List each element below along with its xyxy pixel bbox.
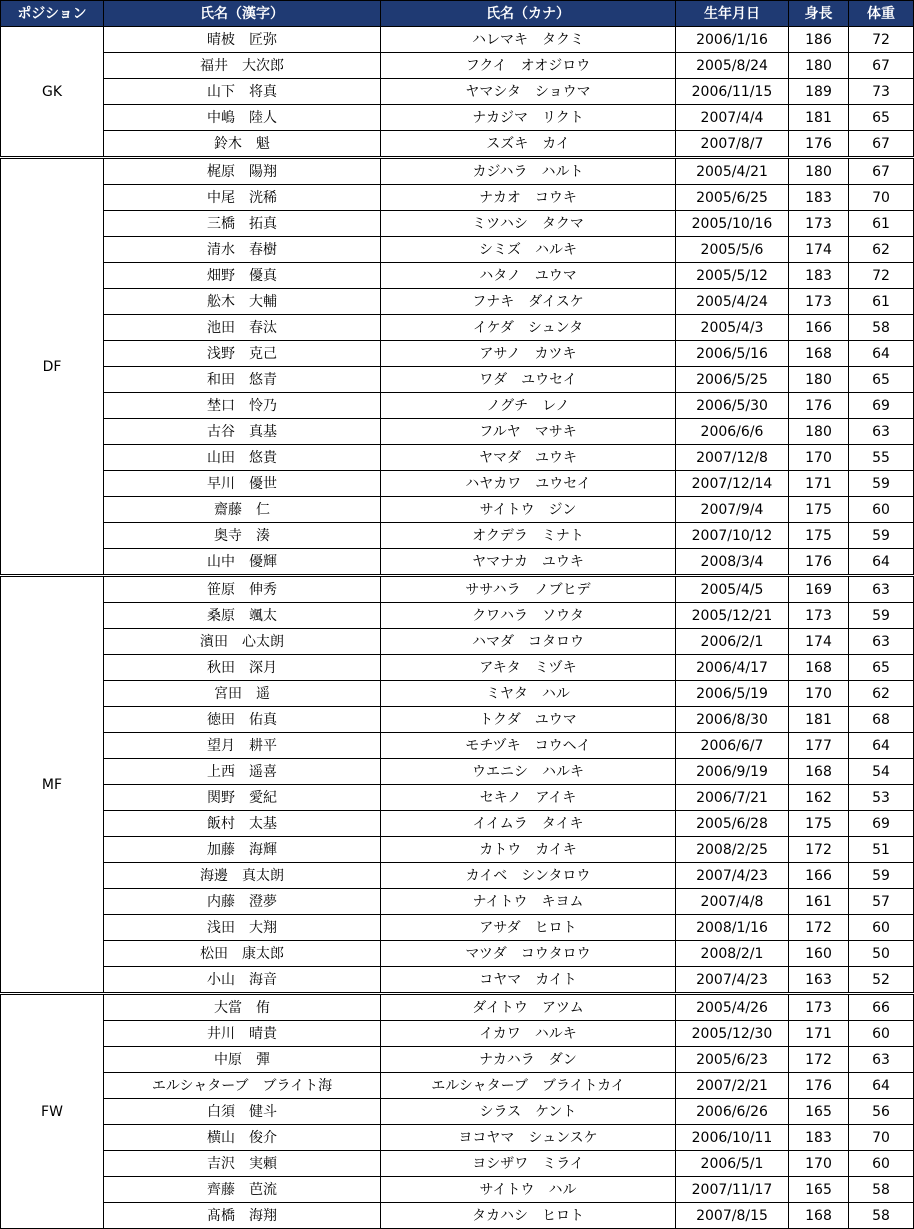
table-row: [1, 523, 914, 549]
birthdate-cell: 2006/6/26: [676, 1099, 789, 1125]
height-cell: 176: [789, 549, 849, 576]
height-cell: 183: [789, 185, 849, 211]
name-kana-cell: シミズ ハルキ: [381, 237, 676, 263]
height-cell: 168: [789, 655, 849, 681]
weight-cell: 67: [849, 53, 914, 79]
weight-cell: 59: [849, 863, 914, 889]
height-cell: 162: [789, 785, 849, 811]
birthdate-cell: 2007/4/8: [676, 889, 789, 915]
name-kanji-cell: 中原 彈: [104, 1047, 381, 1073]
weight-cell: 58: [849, 1203, 914, 1229]
table-row: [1, 603, 914, 629]
birthdate-cell: 2005/5/12: [676, 263, 789, 289]
table-row: [1, 759, 914, 785]
table-row: [1, 158, 914, 185]
height-cell: 163: [789, 967, 849, 994]
name-kana-cell: フナキ ダイスケ: [381, 289, 676, 315]
height-cell: 165: [789, 1177, 849, 1203]
name-kana-cell: ヤマシタ ショウマ: [381, 79, 676, 105]
name-kana-cell: ノグチ レノ: [381, 393, 676, 419]
position-cell: FW: [1, 994, 104, 1229]
table-row: [1, 837, 914, 863]
birthdate-cell: 2007/12/8: [676, 445, 789, 471]
height-cell: 183: [789, 263, 849, 289]
weight-cell: 64: [849, 341, 914, 367]
table-row: [1, 681, 914, 707]
weight-cell: 64: [849, 1073, 914, 1099]
table-row: [1, 1151, 914, 1177]
name-kana-cell: カジハラ ハルト: [381, 158, 676, 185]
table-row: [1, 211, 914, 237]
name-kanji-cell: 浅野 克己: [104, 341, 381, 367]
height-cell: 161: [789, 889, 849, 915]
height-cell: 172: [789, 915, 849, 941]
name-kanji-cell: 白須 健斗: [104, 1099, 381, 1125]
birthdate-cell: 2006/5/16: [676, 341, 789, 367]
height-cell: 186: [789, 27, 849, 53]
name-kana-cell: ハタノ ユウマ: [381, 263, 676, 289]
name-kana-cell: ヨコヤマ シュンスケ: [381, 1125, 676, 1151]
weight-cell: 62: [849, 681, 914, 707]
birthdate-cell: 2007/9/4: [676, 497, 789, 523]
name-kanji-cell: 髙橋 海翔: [104, 1203, 381, 1229]
height-cell: 183: [789, 1125, 849, 1151]
name-kanji-cell: 山中 優輝: [104, 549, 381, 576]
table-row: [1, 497, 914, 523]
height-cell: 174: [789, 629, 849, 655]
height-cell: 173: [789, 211, 849, 237]
birthdate-cell: 2007/8/7: [676, 131, 789, 158]
name-kanji-cell: 井川 晴貴: [104, 1021, 381, 1047]
height-cell: 180: [789, 367, 849, 393]
weight-cell: 53: [849, 785, 914, 811]
name-kana-cell: ヨシザワ ミライ: [381, 1151, 676, 1177]
table-row: [1, 367, 914, 393]
table-row: [1, 811, 914, 837]
height-cell: 180: [789, 158, 849, 185]
table-row: [1, 1125, 914, 1151]
name-kana-cell: ハレマキ タクミ: [381, 27, 676, 53]
table-row: [1, 967, 914, 994]
table-row: [1, 289, 914, 315]
name-kana-cell: スズキ カイ: [381, 131, 676, 158]
name-kanji-cell: 山下 将真: [104, 79, 381, 105]
height-cell: 168: [789, 341, 849, 367]
table-row: [1, 941, 914, 967]
weight-cell: 61: [849, 211, 914, 237]
height-cell: 173: [789, 289, 849, 315]
height-cell: 166: [789, 863, 849, 889]
table-row: [1, 733, 914, 759]
name-kanji-cell: 加藤 海輝: [104, 837, 381, 863]
height-cell: 168: [789, 1203, 849, 1229]
height-cell: 172: [789, 1047, 849, 1073]
weight-cell: 57: [849, 889, 914, 915]
header-row: [1, 1, 914, 27]
name-kanji-cell: 浅田 大翔: [104, 915, 381, 941]
weight-cell: 64: [849, 733, 914, 759]
height-cell: 173: [789, 603, 849, 629]
birthdate-cell: 2008/2/25: [676, 837, 789, 863]
weight-cell: 54: [849, 759, 914, 785]
name-kana-cell: イケダ シュンタ: [381, 315, 676, 341]
name-kana-cell: ミヤタ ハル: [381, 681, 676, 707]
weight-cell: 59: [849, 603, 914, 629]
height-cell: 176: [789, 1073, 849, 1099]
height-cell: 171: [789, 471, 849, 497]
birthdate-cell: 2006/4/17: [676, 655, 789, 681]
name-kana-cell: ササハラ ノブヒデ: [381, 576, 676, 603]
weight-cell: 60: [849, 1151, 914, 1177]
header-weight: 体重: [849, 1, 914, 27]
birthdate-cell: 2007/8/15: [676, 1203, 789, 1229]
table-row: [1, 1047, 914, 1073]
weight-cell: 72: [849, 263, 914, 289]
height-cell: 175: [789, 811, 849, 837]
name-kanji-cell: 晴柀 匠弥: [104, 27, 381, 53]
name-kana-cell: オクデラ ミナト: [381, 523, 676, 549]
weight-cell: 58: [849, 315, 914, 341]
name-kana-cell: イイムラ タイキ: [381, 811, 676, 837]
header-name-kanji: 氏名（漢字）: [104, 1, 381, 27]
height-cell: 181: [789, 105, 849, 131]
table-row: [1, 393, 914, 419]
birthdate-cell: 2006/2/1: [676, 629, 789, 655]
name-kanji-cell: 山田 悠貴: [104, 445, 381, 471]
table-row: [1, 655, 914, 681]
table-row: [1, 1021, 914, 1047]
birthdate-cell: 2007/11/17: [676, 1177, 789, 1203]
name-kanji-cell: 濱田 心太朗: [104, 629, 381, 655]
birthdate-cell: 2007/4/23: [676, 863, 789, 889]
height-cell: 180: [789, 53, 849, 79]
weight-cell: 62: [849, 237, 914, 263]
birthdate-cell: 2007/4/4: [676, 105, 789, 131]
name-kana-cell: マツダ コウタロウ: [381, 941, 676, 967]
name-kana-cell: ダイトウ アツム: [381, 994, 676, 1021]
table-row: [1, 185, 914, 211]
weight-cell: 66: [849, 994, 914, 1021]
name-kana-cell: トクダ ユウマ: [381, 707, 676, 733]
weight-cell: 65: [849, 367, 914, 393]
name-kana-cell: ウエニシ ハルキ: [381, 759, 676, 785]
birthdate-cell: 2008/1/16: [676, 915, 789, 941]
name-kanji-cell: 古谷 真基: [104, 419, 381, 445]
position-cell: DF: [1, 158, 104, 576]
name-kanji-cell: 中尾 洸稀: [104, 185, 381, 211]
name-kanji-cell: 徳田 佑真: [104, 707, 381, 733]
table-row: [1, 131, 914, 158]
table-row: [1, 785, 914, 811]
weight-cell: 58: [849, 1177, 914, 1203]
weight-cell: 52: [849, 967, 914, 994]
name-kana-cell: ハマダ コタロウ: [381, 629, 676, 655]
weight-cell: 67: [849, 131, 914, 158]
name-kanji-cell: 海邊 真太朗: [104, 863, 381, 889]
position-cell: GK: [1, 27, 104, 158]
table-row: [1, 53, 914, 79]
birthdate-cell: 2006/5/1: [676, 1151, 789, 1177]
name-kana-cell: サイトウ ハル: [381, 1177, 676, 1203]
birthdate-cell: 2007/4/23: [676, 967, 789, 994]
table-row: [1, 445, 914, 471]
birthdate-cell: 2005/10/16: [676, 211, 789, 237]
weight-cell: 64: [849, 549, 914, 576]
height-cell: 169: [789, 576, 849, 603]
name-kana-cell: フルヤ マサキ: [381, 419, 676, 445]
name-kanji-cell: 福井 大次郎: [104, 53, 381, 79]
name-kana-cell: セキノ アイキ: [381, 785, 676, 811]
height-cell: 170: [789, 681, 849, 707]
name-kanji-cell: 早川 優世: [104, 471, 381, 497]
birthdate-cell: 2005/4/24: [676, 289, 789, 315]
roster-body: [1, 27, 914, 1229]
name-kanji-cell: 秋田 深月: [104, 655, 381, 681]
weight-cell: 65: [849, 655, 914, 681]
weight-cell: 61: [849, 289, 914, 315]
name-kana-cell: クワハラ ソウタ: [381, 603, 676, 629]
name-kana-cell: フクイ オオジロウ: [381, 53, 676, 79]
weight-cell: 60: [849, 1021, 914, 1047]
height-cell: 168: [789, 759, 849, 785]
header-position: ポジション: [1, 1, 104, 27]
weight-cell: 50: [849, 941, 914, 967]
name-kanji-cell: 梶原 陽翔: [104, 158, 381, 185]
header-birthdate: 生年月日: [676, 1, 789, 27]
table-row: [1, 471, 914, 497]
height-cell: 176: [789, 393, 849, 419]
name-kanji-cell: 鈴木 魁: [104, 131, 381, 158]
weight-cell: 63: [849, 419, 914, 445]
table-row: [1, 263, 914, 289]
height-cell: 166: [789, 315, 849, 341]
birthdate-cell: 2005/5/6: [676, 237, 789, 263]
table-row: [1, 994, 914, 1021]
name-kana-cell: シラス ケント: [381, 1099, 676, 1125]
name-kanji-cell: 三橋 拓真: [104, 211, 381, 237]
name-kana-cell: ミツハシ タクマ: [381, 211, 676, 237]
birthdate-cell: 2006/9/19: [676, 759, 789, 785]
name-kanji-cell: 埜口 怜乃: [104, 393, 381, 419]
height-cell: 189: [789, 79, 849, 105]
birthdate-cell: 2005/6/28: [676, 811, 789, 837]
name-kanji-cell: 大當 侑: [104, 994, 381, 1021]
name-kana-cell: ナカハラ ダン: [381, 1047, 676, 1073]
weight-cell: 59: [849, 471, 914, 497]
name-kanji-cell: 望月 耕平: [104, 733, 381, 759]
height-cell: 173: [789, 994, 849, 1021]
name-kanji-cell: エルシャターブ ブライト海: [104, 1073, 381, 1099]
birthdate-cell: 2005/12/21: [676, 603, 789, 629]
birthdate-cell: 2006/5/30: [676, 393, 789, 419]
name-kana-cell: ワダ ユウセイ: [381, 367, 676, 393]
birthdate-cell: 2006/6/7: [676, 733, 789, 759]
name-kanji-cell: 清水 春樹: [104, 237, 381, 263]
birthdate-cell: 2006/5/25: [676, 367, 789, 393]
birthdate-cell: 2006/11/15: [676, 79, 789, 105]
table-row: [1, 629, 914, 655]
name-kanji-cell: 桑原 颯太: [104, 603, 381, 629]
table-row: [1, 863, 914, 889]
height-cell: 172: [789, 837, 849, 863]
name-kanji-cell: 上西 遥喜: [104, 759, 381, 785]
table-row: [1, 419, 914, 445]
birthdate-cell: 2006/8/30: [676, 707, 789, 733]
name-kana-cell: ナカジマ リクト: [381, 105, 676, 131]
name-kana-cell: ナカオ コウキ: [381, 185, 676, 211]
height-cell: 160: [789, 941, 849, 967]
weight-cell: 68: [849, 707, 914, 733]
table-row: [1, 549, 914, 576]
weight-cell: 67: [849, 158, 914, 185]
birthdate-cell: 2007/2/21: [676, 1073, 789, 1099]
name-kanji-cell: 畑野 優真: [104, 263, 381, 289]
header-name-kana: 氏名（カナ）: [381, 1, 676, 27]
table-row: [1, 237, 914, 263]
weight-cell: 69: [849, 393, 914, 419]
table-row: [1, 889, 914, 915]
birthdate-cell: 2008/3/4: [676, 549, 789, 576]
table-row: [1, 1073, 914, 1099]
name-kanji-cell: 池田 春汰: [104, 315, 381, 341]
table-row: [1, 576, 914, 603]
birthdate-cell: 2006/5/19: [676, 681, 789, 707]
weight-cell: 70: [849, 185, 914, 211]
name-kana-cell: カイベ シンタロウ: [381, 863, 676, 889]
table-row: [1, 105, 914, 131]
weight-cell: 56: [849, 1099, 914, 1125]
weight-cell: 60: [849, 497, 914, 523]
birthdate-cell: 2006/10/11: [676, 1125, 789, 1151]
birthdate-cell: 2005/4/26: [676, 994, 789, 1021]
birthdate-cell: 2006/6/6: [676, 419, 789, 445]
table-row: [1, 1177, 914, 1203]
name-kana-cell: モチヅキ コウヘイ: [381, 733, 676, 759]
birthdate-cell: 2007/12/14: [676, 471, 789, 497]
name-kana-cell: ハヤカワ ユウセイ: [381, 471, 676, 497]
weight-cell: 69: [849, 811, 914, 837]
table-row: [1, 315, 914, 341]
name-kana-cell: イカワ ハルキ: [381, 1021, 676, 1047]
name-kanji-cell: 内藤 澄夢: [104, 889, 381, 915]
header-height: 身長: [789, 1, 849, 27]
name-kanji-cell: 舩木 大輔: [104, 289, 381, 315]
name-kana-cell: カトウ カイキ: [381, 837, 676, 863]
name-kana-cell: アサノ カツキ: [381, 341, 676, 367]
height-cell: 175: [789, 523, 849, 549]
name-kanji-cell: 中嶋 陸人: [104, 105, 381, 131]
weight-cell: 60: [849, 915, 914, 941]
birthdate-cell: 2005/6/23: [676, 1047, 789, 1073]
birthdate-cell: 2005/4/3: [676, 315, 789, 341]
table-row: [1, 79, 914, 105]
table-row: [1, 707, 914, 733]
birthdate-cell: 2005/4/5: [676, 576, 789, 603]
name-kana-cell: サイトウ ジン: [381, 497, 676, 523]
name-kanji-cell: 松田 康太郎: [104, 941, 381, 967]
height-cell: 171: [789, 1021, 849, 1047]
table-row: [1, 1203, 914, 1229]
weight-cell: 70: [849, 1125, 914, 1151]
birthdate-cell: 2005/8/24: [676, 53, 789, 79]
name-kana-cell: コヤマ カイト: [381, 967, 676, 994]
name-kana-cell: アキタ ミヅキ: [381, 655, 676, 681]
table-row: [1, 1099, 914, 1125]
table-row: [1, 27, 914, 53]
birthdate-cell: 2006/7/21: [676, 785, 789, 811]
height-cell: 181: [789, 707, 849, 733]
weight-cell: 63: [849, 576, 914, 603]
name-kanji-cell: 飯村 太基: [104, 811, 381, 837]
height-cell: 174: [789, 237, 849, 263]
position-cell: MF: [1, 576, 104, 994]
name-kanji-cell: 小山 海音: [104, 967, 381, 994]
height-cell: 180: [789, 419, 849, 445]
weight-cell: 59: [849, 523, 914, 549]
weight-cell: 72: [849, 27, 914, 53]
birthdate-cell: 2005/12/30: [676, 1021, 789, 1047]
name-kana-cell: タカハシ ヒロト: [381, 1203, 676, 1229]
birthdate-cell: 2007/10/12: [676, 523, 789, 549]
weight-cell: 65: [849, 105, 914, 131]
name-kana-cell: ヤマナカ ユウキ: [381, 549, 676, 576]
name-kanji-cell: 笹原 伸秀: [104, 576, 381, 603]
name-kana-cell: エルシャターブ ブライトカイ: [381, 1073, 676, 1099]
table-row: [1, 915, 914, 941]
name-kanji-cell: 宮田 遥: [104, 681, 381, 707]
birthdate-cell: 2005/6/25: [676, 185, 789, 211]
name-kanji-cell: 齋藤 仁: [104, 497, 381, 523]
name-kanji-cell: 和田 悠青: [104, 367, 381, 393]
name-kana-cell: ナイトウ キヨム: [381, 889, 676, 915]
weight-cell: 51: [849, 837, 914, 863]
height-cell: 170: [789, 445, 849, 471]
table-row: [1, 341, 914, 367]
name-kanji-cell: 齊藤 芭流: [104, 1177, 381, 1203]
weight-cell: 63: [849, 1047, 914, 1073]
name-kana-cell: ヤマダ ユウキ: [381, 445, 676, 471]
height-cell: 175: [789, 497, 849, 523]
height-cell: 177: [789, 733, 849, 759]
birthdate-cell: 2008/2/1: [676, 941, 789, 967]
weight-cell: 73: [849, 79, 914, 105]
height-cell: 176: [789, 131, 849, 158]
name-kana-cell: アサダ ヒロト: [381, 915, 676, 941]
birthdate-cell: 2005/4/21: [676, 158, 789, 185]
weight-cell: 63: [849, 629, 914, 655]
name-kanji-cell: 奥寺 湊: [104, 523, 381, 549]
birthdate-cell: 2006/1/16: [676, 27, 789, 53]
name-kanji-cell: 吉沢 実頼: [104, 1151, 381, 1177]
name-kanji-cell: 関野 愛紀: [104, 785, 381, 811]
weight-cell: 55: [849, 445, 914, 471]
name-kanji-cell: 横山 俊介: [104, 1125, 381, 1151]
height-cell: 165: [789, 1099, 849, 1125]
height-cell: 170: [789, 1151, 849, 1177]
